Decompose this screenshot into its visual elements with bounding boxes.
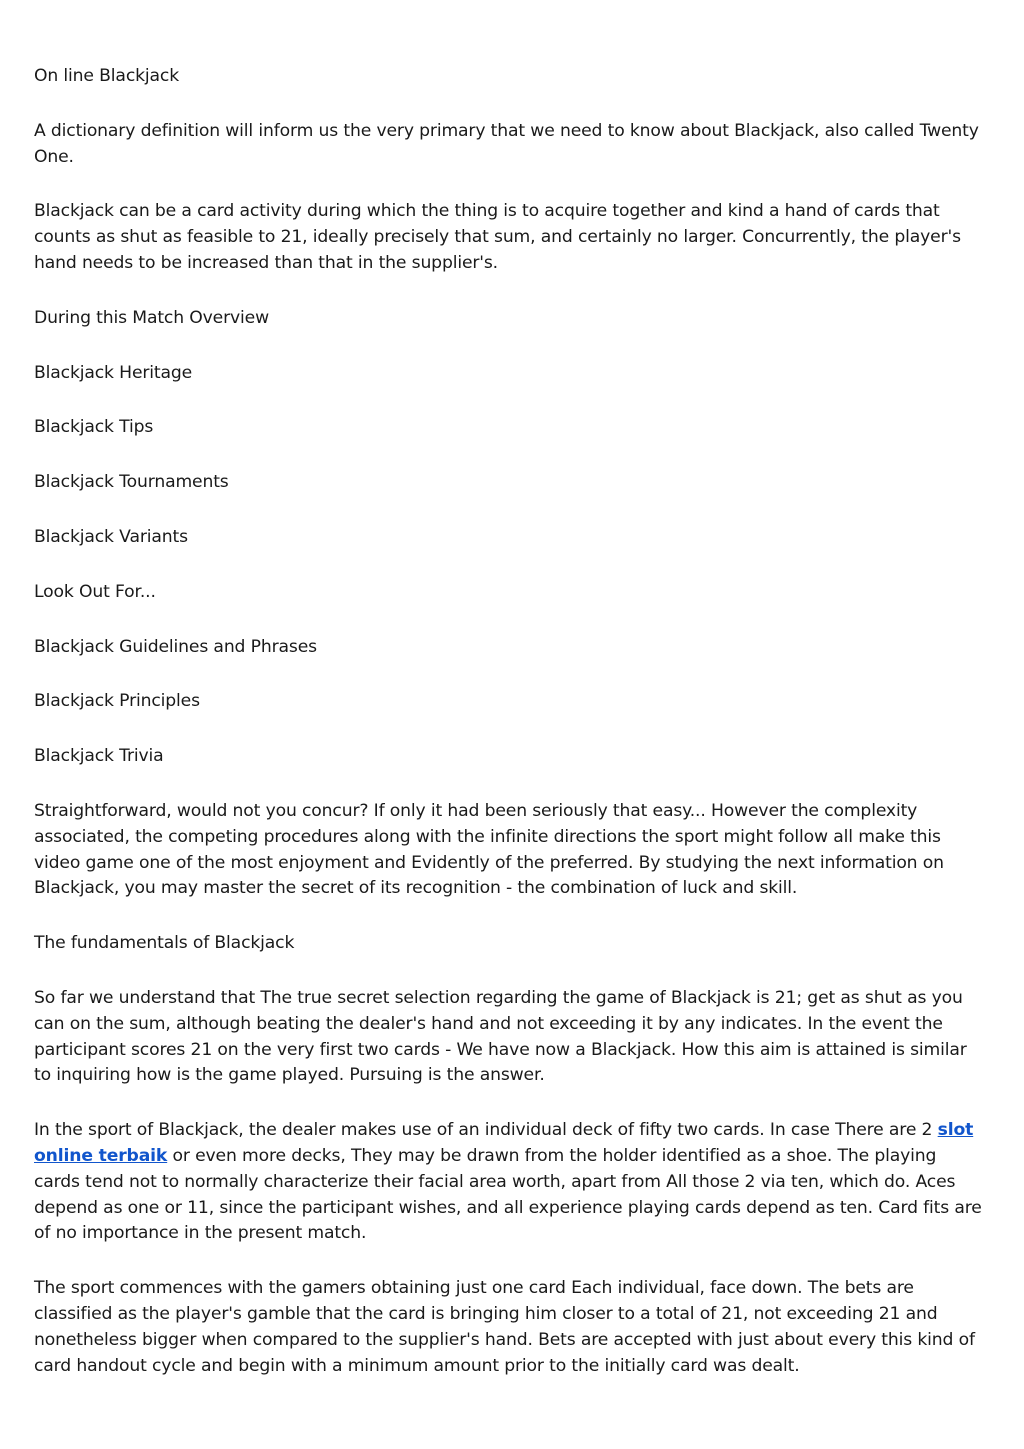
- paragraph-text-before-link: In the sport of Blackjack, the dealer makes use of an individual deck of fifty two cards. In case There are 2: [34, 1120, 938, 1141]
- paragraph-text-after-link: or even more decks, They may be drawn from the holder identified as a shoe. The playing cards tend not to normally characterize their facial area worth, apart from All those 2 via ten, which do. Aces depend as one or 11, since the participant wishes, and all experience playing cards depend as ten. Card fits are of no importance in the present match.: [34, 1145, 982, 1244]
- document-title: On line Blackjack: [34, 66, 180, 86]
- overview-item: Blackjack Tips: [34, 417, 154, 438]
- overview-item: Blackjack Trivia: [34, 746, 164, 767]
- paragraph: So far we understand that The true secret selection regarding the game of Blackjack is 21; get as shut as you can on the sum, although beating the dealer's hand and not exceeding it by any indicates. In the event the participant scores 21 on the very first two cards - We have now a Blackjack. How this aim is attained is similar to inquiring how is the game played. Pursuing is the answer.: [34, 987, 967, 1086]
- overview-item: Blackjack Tournaments: [34, 472, 229, 493]
- overview-item: Blackjack Heritage: [34, 362, 193, 383]
- section-heading: During this Match Overview: [34, 307, 269, 328]
- overview-item: Blackjack Guidelines and Phrases: [34, 636, 317, 657]
- overview-item: Blackjack Variants: [34, 526, 188, 547]
- slot-online-terbaik-link[interactable]: slot online terbaik: [34, 1120, 974, 1166]
- overview-item: Look Out For...: [34, 581, 156, 602]
- paragraph: The sport commences with the gamers obtaining just one card Each individual, face down. The bets are classified as the player's gamble that the card is bringing him closer to a total of 21, not exceeding 21 and nonetheless bigger when compared to the supplier's hand. Bets are accepted with just about every this kind of card handout cycle and begin with a minimum amount prior to the initially card was dealt.: [34, 1278, 975, 1376]
- document-body: [34, 64, 986, 1408]
- paragraph: A dictionary definition will inform us the very primary that we need to know about Blackjack, also called Twenty One.: [34, 120, 979, 167]
- overview-item: Blackjack Principles: [34, 691, 200, 712]
- link-paragraph: [34, 1118, 986, 1247]
- paragraph: Straightforward, would not you concur? If only it had been seriously that easy... However the complexity associated, the competing procedures along with the infinite directions the sport might follow all make this video game one of the most enjoyment and Evidently of the preferred. By studying the next information on Blackjack, you may master the secret of its recognition - the combination of luck and skill.: [34, 800, 944, 899]
- paragraph: Blackjack can be a card activity during which the thing is to acquire together and kind a hand of cards that counts as shut as feasible to 21, ideally precisely that sum, and certainly no larger. Concurrently, the player's hand needs to be increased than that in the supplier's.: [34, 201, 961, 273]
- section-heading: The fundamentals of Blackjack: [34, 933, 295, 954]
